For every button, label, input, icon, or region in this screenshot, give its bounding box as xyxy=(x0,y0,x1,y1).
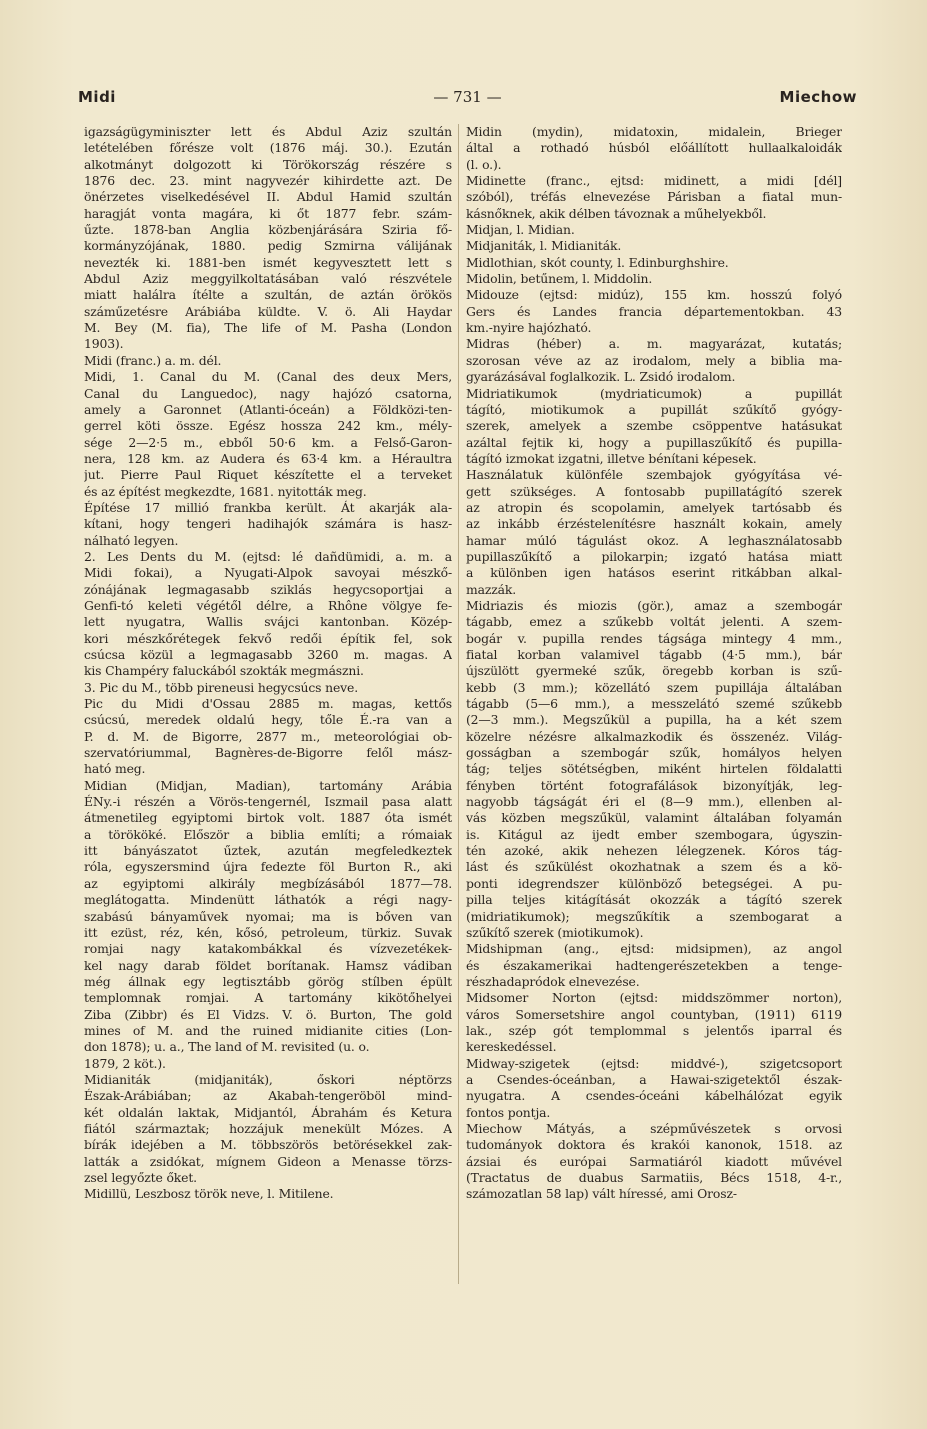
text-line: Midi fokai), a Nyugati-Alpok savoyai mészkő- xyxy=(84,565,452,581)
text-line: fiatal korban valamivel tágabb (4·5 mm.), bár xyxy=(466,647,842,662)
text-line: Építése 17 millió frankba került. Át akarják ala- xyxy=(84,499,452,515)
header-right-keyword: Miechow xyxy=(779,88,857,106)
text-line: Midshipman (ang., ejtsd: midsipmen), az angol xyxy=(466,941,842,957)
text-line: kítani, hogy tengeri hadihajók számára is hasz- xyxy=(84,516,452,532)
text-line: meglátogatta. Mindenütt láthatók a régi nagy- xyxy=(84,892,452,908)
text-line: gett szükséges. A fontosabb pupillatágító szerek xyxy=(466,483,842,499)
text-line: (Tractatus de duabus Sarmatiis, Bécs 1518, 4-r., xyxy=(466,1170,842,1185)
text-line: tágító izmokat izgatni, illetve bénítani képesek. xyxy=(466,450,757,466)
text-line: közelre nézésre alkalmazkodik és összenéz. Világ- xyxy=(466,728,842,744)
text-line: P. d. M. de Bigorre, 2877 m., meteorológiai ob- xyxy=(84,728,452,744)
text-line: fényben történt fotografálások bizonyítják, leg- xyxy=(466,777,842,793)
text-line: tudományok doktora és krakói kanonok, 1518. az xyxy=(466,1137,842,1153)
right-column xyxy=(466,124,842,1203)
text-line: nyugatra. A csendes-óceáni kábelhálózat egyik xyxy=(466,1088,842,1104)
text-line: Midriazis és miozis (gör.), amaz a szembogár xyxy=(466,597,842,613)
text-line: Midjaniták, l. Midianiták. xyxy=(466,238,622,254)
text-line: Midianiták (midjaniták), őskori néptörzs xyxy=(84,1071,452,1087)
text-line: város Somersetshire angol countyban, (1911) 6119 xyxy=(466,1006,842,1022)
text-line: gerrel köti össze. Egész hossza 242 km., mély- xyxy=(84,418,452,434)
text-line: ÉNy.-i részén a Vörös-tengernél, Iszmail pasa alatt xyxy=(84,794,452,810)
text-line: pupillaszűkítő a pilokarpin; izgató hatása miatt xyxy=(466,548,842,564)
text-line: kásnőknek, akik délben távoznak a műhelyekből. xyxy=(466,205,767,221)
text-line: az atropin és scopolamin, amelyek tartósabb és xyxy=(466,499,842,515)
text-line: haragját vonta magára, ki őt 1877 febr. szám- xyxy=(84,205,452,221)
text-line: sége 2—2·5 m., ebből 50·6 km. a Felső-Garon- xyxy=(84,434,452,450)
text-line: szervatóriummal, Bagnères-de-Bigorre felől mász- xyxy=(84,745,452,761)
text-line: két oldalán laktak, Midjantól, Ábrahám és Ketura xyxy=(84,1104,452,1120)
text-line: templomnak romjai. A tartomány kikötőhelyei xyxy=(84,990,452,1006)
text-line: szorosan véve az az irodalom, mely a biblia ma- xyxy=(466,352,842,368)
text-line: űzte. 1878-ban Anglia közbenjárására Sziria fő- xyxy=(84,222,452,238)
text-line: Midolin, betűnem, l. Middolin. xyxy=(466,271,653,287)
text-line: Midi, 1. Canal du M. (Canal des deux Mers, xyxy=(84,369,452,385)
text-line: km.-nyire hajózható. xyxy=(466,320,592,336)
text-line: hamar múló tágulást okoz. A leghasználatosabb xyxy=(466,532,842,548)
text-line: nagyobb tágságát éri el (8—9 mm.), ellenben al- xyxy=(466,794,842,810)
text-line: önérzetes viselkedésével II. Abdul Hamid szultán xyxy=(84,189,452,205)
text-line: kori mészkőrétegek fekvő redői építik fel, sok xyxy=(84,630,452,646)
text-line: M. Bey (M. fia), The life of M. Pasha (London xyxy=(84,320,452,336)
text-line: vás közben megszűkül, valamint általában folyamán xyxy=(466,810,842,826)
text-line: ázsiai és európai Sarmatiáról kiadott művével xyxy=(466,1153,842,1169)
text-line: Midin (mydin), midatoxin, midalein, Brieger xyxy=(466,124,842,139)
text-line: pilla teljes kitágítását okozzák a tágító szerek xyxy=(466,892,842,908)
text-line: Gers és Landes francia départementokban. 43 xyxy=(466,303,842,319)
text-line: is. Kitágul az ijedt ember szembogara, úgyszin- xyxy=(466,826,842,842)
text-line: azáltal fejtik ki, hogy a pupillaszűkítő és pupilla- xyxy=(466,434,842,450)
text-line: bogár v. pupilla rendes tágsága mintegy 4 mm., xyxy=(466,630,842,646)
text-line: Midjan, l. Midian. xyxy=(466,222,575,238)
text-line: az egyiptomi alkirály megbízásából 1877—78. xyxy=(84,875,452,891)
text-line: tágabb (5—6 mm.), a messzelátó szemé szűkebb xyxy=(466,696,842,712)
text-line: Midriatikumok (mydriaticumok) a pupillát xyxy=(466,385,842,401)
text-line: részhadapródok elnevezése. xyxy=(466,973,640,989)
text-line: és az építést megkezdte, 1681. nyitották meg. xyxy=(84,483,367,499)
text-line: Észak-Arábiában; az Akabah-tengeröböl mind- xyxy=(84,1088,452,1104)
text-line: Genfi-tó keleti végétől délre, a Rhône völgye fe- xyxy=(84,597,452,613)
text-line: száműzetésre Arábiába küldte. V. ö. Ali Haydar xyxy=(84,303,452,319)
text-line: itt ezüst, réz, kén, kősó, petroleum, türkiz. Suvak xyxy=(84,924,452,940)
text-line: miatt halálra ítélte a szultán, de aztán örökös xyxy=(84,287,452,303)
text-line: Ziba (Zibbr) és El Vidzs. V. ö. Burton, The gold xyxy=(84,1006,452,1022)
text-line: mines of M. and the ruined midianite cities (Lon- xyxy=(84,1022,452,1038)
column-divider xyxy=(458,124,459,1284)
text-line: Abdul Aziz meggyilkoltatásában való részvétele xyxy=(84,271,452,287)
text-line: mazzák. xyxy=(466,581,516,597)
text-line: igazságügyminiszter lett és Abdul Aziz szultán xyxy=(84,124,452,139)
text-line: 1879, 2 köt.). xyxy=(84,1055,166,1071)
text-line: szabású bányaművek nyomai; ma is bőven van xyxy=(84,908,452,924)
text-line: kis Champéry faluckából szokták megmászni. xyxy=(84,663,364,679)
text-line: újszülött gyermeké szűk, öregebb korban is szű- xyxy=(466,663,842,679)
text-line: 3. Pic du M., több pireneusi hegycsúcs neve. xyxy=(84,679,358,695)
text-line: tág; teljes sötétségben, miként hirtelen földalatti xyxy=(466,761,842,777)
text-line: a Csendes-óceánban, a Hawai-szigetektől észak- xyxy=(466,1071,842,1087)
text-line: Midian (Midjan, Madian), tartomány Arábia xyxy=(84,777,452,793)
text-line: Midway-szigetek (ejtsd: middvé-), szigetcsoport xyxy=(466,1055,842,1071)
text-line: Midras (héber) a. m. magyarázat, kutatás; xyxy=(466,336,842,352)
text-line: az inkább érzéstelenítésre használt kokain, amely xyxy=(466,516,842,532)
text-line: kereskedéssel. xyxy=(466,1039,557,1055)
text-line: ponti idegrendszer különböző betegségei. A pu- xyxy=(466,875,842,891)
text-line: tén azoké, akik nehezen lélegzenek. Kóros tág- xyxy=(466,843,842,859)
text-line: Midi (franc.) a. m. dél. xyxy=(84,352,222,368)
text-line: 1903). xyxy=(84,336,124,352)
text-line: Midlothian, skót county, l. Edinburghshire. xyxy=(466,254,729,270)
text-line: latták a zsidókat, mígnem Gideon a Menasse törzs- xyxy=(84,1153,452,1169)
text-line: amely a Garonnet (Atlanti-óceán) a Földközi-ten- xyxy=(84,401,452,417)
text-line: Midouze (ejtsd: midúz), 155 km. hosszú folyó xyxy=(466,287,842,303)
text-line: a különben igen hatásos eserint ritkábban alkal- xyxy=(466,565,842,581)
text-line: lást és szűkülést okozhatnak a szem és a kö- xyxy=(466,859,842,875)
text-line: által a rothadó húsból előállított hullaalkaloidák xyxy=(466,140,842,156)
text-line: bírák idejében a M. többszörös betörésekkel zak- xyxy=(84,1137,452,1153)
text-line: szűkítő szerek (miotikumok). xyxy=(466,924,644,940)
text-line: 1876 dec. 23. mint nagyvezér kihirdette azt. De xyxy=(84,173,452,189)
text-line: (midriatikumok); megszűkítik a szembogarat a xyxy=(466,908,842,924)
text-line: Miechow Mátyás, a szépművészetek s orvosi xyxy=(466,1120,842,1136)
text-line: szerek, amelyek a szembe csöppentve hatásukat xyxy=(466,418,842,434)
text-line: tágító, miotikumok a pupillát szűkítő gyógy- xyxy=(466,401,842,417)
text-line: nera, 128 km. az Audera és 63·4 km. a Héraultra xyxy=(84,450,452,466)
text-line: lett nyugatra, Wallis svájci kantonban. Közép- xyxy=(84,614,452,630)
text-line: fiától származtak; hozzájuk menekült Mózes. A xyxy=(84,1120,452,1136)
header-left-keyword: Midi xyxy=(78,88,116,106)
left-column xyxy=(84,124,452,1203)
text-line: Midsomer Norton (ejtsd: middszömmer norton), xyxy=(466,990,842,1006)
text-line: itt bányászatot űztek, azután megfeledkeztek xyxy=(84,843,452,859)
text-line: a törököké. Először a biblia említi; a rómaiak xyxy=(84,826,452,842)
text-line: kormányzójának, 1880. pedig Szmirna válijának xyxy=(84,238,452,254)
text-line: tágabb, emez a szűkebb voltát jelenti. A szem- xyxy=(466,614,842,630)
text-line: Midinette (franc., ejtsd: midinett, a midi [dél] xyxy=(466,173,842,189)
text-line: fontos pontja. xyxy=(466,1104,551,1120)
text-line: ható meg. xyxy=(84,761,146,777)
text-line: zónájának legmagasabb sziklás hegycsoportjai a xyxy=(84,581,452,597)
text-line: alkotmányt dolgozott ki Törökország részére s xyxy=(84,156,452,172)
text-line: gyarázásával foglalkozik. L. Zsidó irodalom. xyxy=(466,369,736,385)
text-line: zsel legyőzte őket. xyxy=(84,1170,197,1185)
text-line: romjai nagy katakombákkal és vízvezetékek- xyxy=(84,941,452,957)
text-line: (l. o.). xyxy=(466,156,502,172)
text-line: (2—3 mm.). Megszűkül a pupilla, ha a két szem xyxy=(466,712,842,728)
text-line: kel nagy darab földet borítanak. Hamsz vádiban xyxy=(84,957,452,973)
text-line: jut. Pierre Paul Riquet készítette el a terveket xyxy=(84,467,452,483)
text-line: letételében főrésze volt (1876 máj. 30.). Ezután xyxy=(84,140,452,156)
text-line: lak., szép gót templommal s jelentős iparral és xyxy=(466,1022,842,1038)
text-line: Pic du Midi d'Ossau 2885 m. magas, kettős xyxy=(84,696,452,712)
text-line: 2. Les Dents du M. (ejtsd: lé dañdümidi, a. m. a xyxy=(84,548,452,564)
text-line: még állnak egy legtisztább görög stílben épült xyxy=(84,973,452,989)
text-line: számozatlan 58 lap) vált híressé, ami Orosz- xyxy=(466,1186,737,1202)
text-line: szóból), tréfás elnevezése Párisban a fiatal mun- xyxy=(466,189,842,205)
text-line: Midillü, Leszbosz török neve, l. Mitilene. xyxy=(84,1186,334,1202)
text-line: csúcsú, meredek oldalú hegy, tőle É.-ra van a xyxy=(84,712,452,728)
text-line: Canal du Languedoc), nagy hajózó csatorna, xyxy=(84,385,452,401)
text-line: Használatuk különféle szembajok gyógyítása vé- xyxy=(466,467,842,483)
text-line: kebb (3 mm.); közellátó szem pupillája általában xyxy=(466,679,842,695)
page-header xyxy=(78,88,857,112)
text-line: don 1878); u. a., The land of M. revisited (u. o. xyxy=(84,1039,370,1055)
page-number: — 731 — xyxy=(433,88,502,106)
text-line: nevezték ki. 1881-ben ismét kegyvesztett lett s xyxy=(84,254,452,270)
text-line: és északamerikai hadtengerészetekben a tenge- xyxy=(466,957,842,973)
text-line: csúcsa közül a legmagasabb 3260 m. magas. A xyxy=(84,647,452,662)
text-line: gosságban a szembogár szűk, homályos helyen xyxy=(466,745,842,761)
text-line: róla, egyszersmind újra fedezte föl Burton R., aki xyxy=(84,859,452,875)
text-line: nálható legyen. xyxy=(84,532,179,548)
text-line: átmenetileg egyiptomi birtok volt. 1887 óta ismét xyxy=(84,810,452,826)
